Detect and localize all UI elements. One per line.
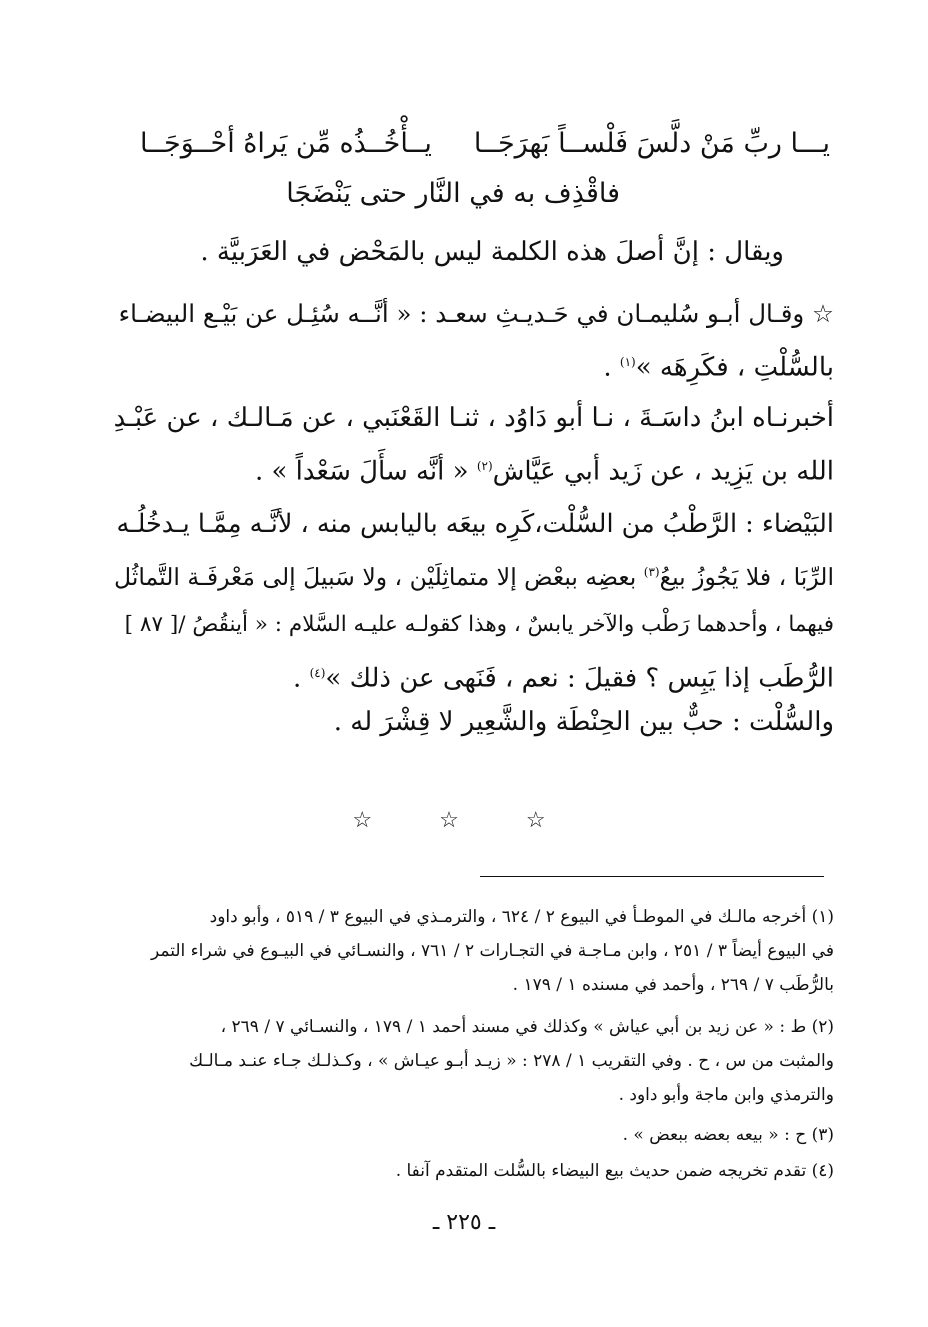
paragraph-line: الرُّطَب إذا يَبِس ؟ فقيلَ : نعم ، فَنَهى عن ذلك »$^{(٤)}$ . [293, 663, 834, 694]
paragraph-line: الله بن يَزِيد ، عن زَيد أبي عَيَّاش$^{(٢)}$ « أنَّه سأَلَ سَعْداً » . [254, 456, 834, 487]
footnote-3 [130, 1118, 834, 1152]
footnote-marker: (٢) [476, 459, 493, 473]
paragraph-line: أخبرنـاه ابنُ داسَـةَ ، نـا أبو دَاوُد ، ثنـا القَعْنَبي ، عن مَـالـك ، عن عَبْـدِ [113, 403, 834, 433]
paragraph-qala [112, 228, 834, 276]
paragraph-sult [112, 698, 834, 746]
paragraph-line: ويقال : إنَّ أصلَ هذه الكلمة ليس بالمَحْض في العَرَبيَّة . [200, 237, 784, 267]
paragraph-line: والسُّلْت : حبٌّ بين الحِنْطَة والشَّعِير لا قِشْرَ له . [333, 707, 834, 737]
footnote-line: (٣) ح : « بيعه بعضه ببعض » . [622, 1125, 834, 1145]
paragraph-baydaa [112, 500, 834, 702]
footnote-line: (٢) ط : « عن زيد بن أبي عياش » وكذلك في مسند أحمد ١ / ١٧٩ ، والنسـائي ٧ / ٢٦٩ ، [220, 1017, 834, 1037]
footnote-marker: (٤) [309, 665, 326, 680]
footnote-line: والترمذي وابن ماجة وأبو داود . [618, 1085, 834, 1105]
footnote-line: (١) أخرجه مالـك في الموطـأ في البيوع ٢ / ٦٢٤ ، والترمـذي في البيوع ٣ / ٥١٩ ، وأبو داود [209, 907, 834, 927]
footnote-2 [130, 1010, 834, 1112]
footnote-4 [130, 1154, 834, 1188]
footnote-1 [130, 900, 834, 1002]
footnote-marker: (١) [619, 355, 636, 369]
paragraph-hadith-saad [112, 290, 834, 392]
verse-left-hemistich: يــأْخُــذُه مِّن يَراهُ أحْــوَجَــا [140, 128, 432, 159]
footnote-marker: (٣) [643, 565, 660, 579]
footnote-line: والمثبت من س ، ح . وفي التقريب ١ / ٢٧٨ : « زيـد أبـو عيـاش » ، وكـذلـك جـاء عنـد مـالـك [189, 1051, 834, 1071]
paragraph-line: البَيْضاء : الرَّطْبُ من السُّلْت،كَرِه بيعَه باليابس منه ، لأنَّـه مِمَّـا يـدخُلُـه [116, 509, 834, 539]
paragraph-line: ☆ وقـال أبـو سُليمـان في حَـديـثِ سعـد : « أنَّــه سُئِـل عن بَيْـع البيضـاء [118, 299, 834, 328]
section-separator-stars: ☆ ☆ ☆ [352, 808, 576, 833]
paragraph-line: بالسُّلْتِ ، فكَرِهَه »$^{(١)}$ . [603, 352, 834, 383]
footnote-line: في البيوع أيضاً ٣ / ٢٥١ ، وابن مـاجـة في التجـارات ٢ / ٧٦١ ، والنسـائي في البيـوع في شراء التمر [151, 941, 834, 961]
paragraph-line: الرِّبَا ، فلا يَجُوزُ بيعُ$^{(٣)}$ بعضِه ببعْض إلا متماثِلَيْن ، ولا سَبيلَ إلى مَعْرفَـة التَّماثُل [114, 562, 834, 591]
paragraph-line: فيهما ، وأحدهما رَطْب والآخر يابسٌ ، وهذا كقولـه عليـه السَّلام : « أينقُصُ /[ ٨٧ ] [124, 611, 834, 637]
page-number: ـ ٢٢٥ ـ [432, 1210, 496, 1235]
footnote-line: (٤) تقدم تخريجه ضمن حديث بيع البيضاء بالسُّلت المتقدم آنفا . [395, 1161, 834, 1181]
footnote-line: بالرُّطَب ٧ / ٢٦٩ ، وأحمد في مسنده ١ / ١٧٩ . [512, 975, 834, 995]
verse-line-2: فاقْذِف به في النَّار حتى يَنْضَجَا [286, 178, 620, 209]
verse-right-hemistich: يـــا ربِّ مَنْ دلَّسَ فَلْســاً بَهرَجَــا [473, 128, 830, 159]
footnote-rule [480, 876, 824, 877]
paragraph-isnad [112, 394, 834, 496]
verse-line-1 [140, 122, 830, 166]
